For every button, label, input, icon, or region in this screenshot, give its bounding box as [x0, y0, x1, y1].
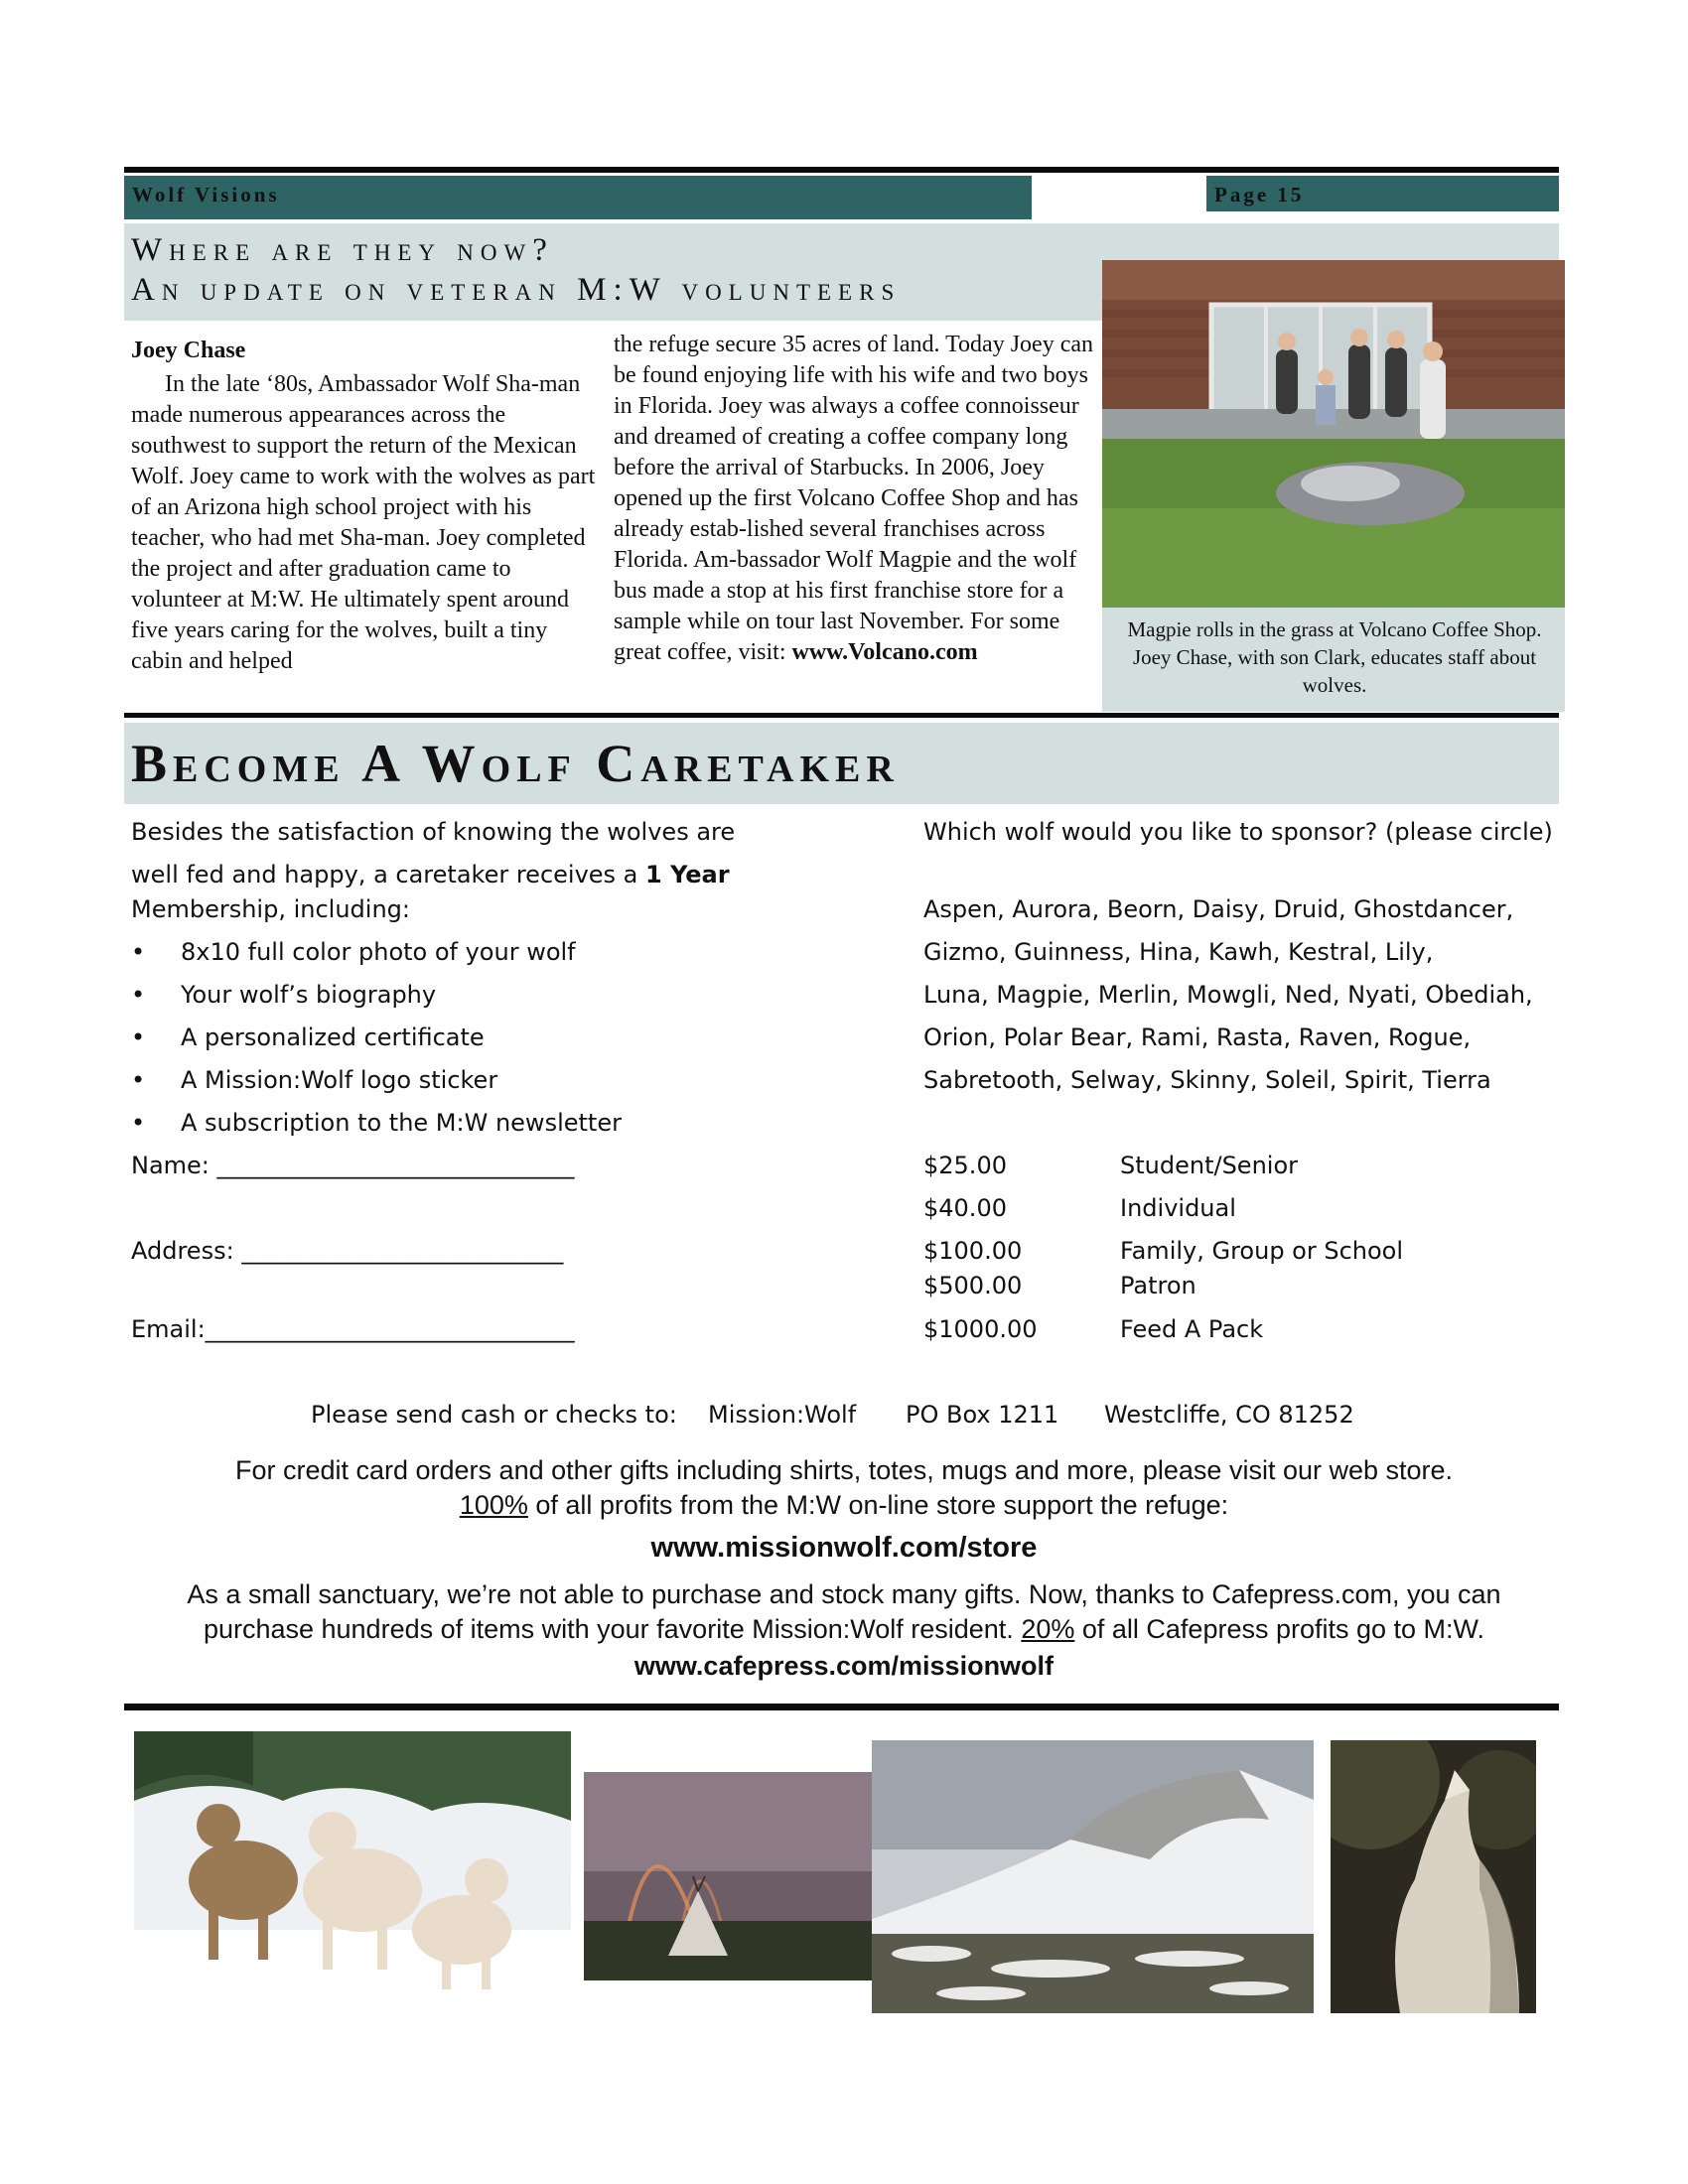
address-blank[interactable]: ___________________________ — [241, 1237, 564, 1265]
wolf-names-line[interactable]: Gizmo, Guinness, Hina, Kawh, Kestral, Lily, — [923, 938, 1434, 966]
level-price: $100.00 — [923, 1237, 1023, 1265]
sponsor-question: Which wolf would you like to sponsor? (please circle) — [923, 818, 1553, 846]
intro-line-1: Besides the satisfaction of knowing the wolves are — [131, 818, 736, 846]
coffee-shop-photo — [1102, 260, 1565, 608]
cafepress-percent: 20% — [1021, 1614, 1075, 1644]
cafepress-line-1: As a small sanctuary, we’re not able to purchase and stock many gifts. Now, thanks to Cafepress.com, you can — [187, 1579, 1501, 1609]
po-box: PO Box 1211 — [906, 1401, 1059, 1429]
store-line-2 — [0, 1490, 1688, 1521]
wolves-in-snow-photo — [134, 1731, 571, 2019]
cafepress-url[interactable]: www.cafepress.com/missionwolf — [633, 1651, 1055, 1681]
header-bar-left — [124, 176, 1032, 219]
cafepress-line-2a: purchase hundreds of items with your favorite Mission:Wolf resident. — [203, 1614, 1014, 1644]
intro-line-2-text: well fed and happy, a caretaker receives a — [131, 861, 638, 888]
photo-caption: Magpie rolls in the grass at Volcano Coffee Shop. Joey Chase, with son Clark, educates staff about wolves. — [1127, 617, 1542, 697]
intro-line-2 — [131, 861, 730, 888]
intro-bold: 1 Year — [645, 861, 730, 888]
store-line-1: For credit card orders and other gifts including shirts, totes, mugs and more, please visit our web store. — [234, 1455, 1454, 1485]
level-price: $1000.00 — [923, 1315, 1038, 1343]
wolf-names-line[interactable]: Sabretooth, Selway, Skinny, Soleil, Spirit, Tierra — [923, 1066, 1491, 1094]
article-col2-text: the refuge secure 35 acres of land. Today Joey can be found enjoying life with his wife and two boys in Florida. Joey was always a coffee connoisseur and dreamed of creating a coffee company long before the arrival of Starbucks. In 2006, Joey opened up the first Volcano Coffee Shop and has already estab-lished several franchises across Florida. Am-bassador Wolf Magpie and the wolf bus made a stop at his first franchise store for a sample while on tour last November. For some great coffee, visit: — [614, 332, 1093, 665]
wolf-names-line[interactable]: Aspen, Aurora, Beorn, Daisy, Druid, Ghostdancer, — [923, 895, 1514, 923]
top-rule — [124, 167, 1559, 173]
name-field[interactable] — [131, 1152, 575, 1179]
article-column-1 — [131, 369, 598, 677]
article-name: Joey Chase — [131, 338, 246, 363]
rainbow-tipi-photo — [584, 1772, 872, 1980]
volcano-link[interactable]: www.Volcano.com — [791, 639, 978, 665]
send-to-label: Please send cash or checks to: — [311, 1401, 677, 1429]
header-bar-right — [1206, 176, 1559, 211]
caretaker-title: Become A Wolf Caretaker — [131, 734, 900, 793]
bullet-text: Your wolf’s biography — [181, 981, 437, 1009]
store-percent: 100% — [459, 1490, 528, 1520]
level-label: Feed A Pack — [1120, 1315, 1264, 1343]
wolf-names-line[interactable]: Orion, Polar Bear, Rami, Rasta, Raven, Rogue, — [923, 1024, 1472, 1051]
page-number: Page 15 — [1214, 183, 1305, 206]
feature-title — [131, 230, 901, 310]
level-price: $25.00 — [923, 1152, 1007, 1179]
city-state-zip: Westcliffe, CO 81252 — [1104, 1401, 1354, 1429]
howling-wolf-photo — [1331, 1740, 1536, 2013]
level-price: $500.00 — [923, 1272, 1023, 1299]
feature-title-line1: Where are they now? — [131, 232, 554, 268]
feature-title-line2: An update on veteran M:W volunteers — [131, 272, 902, 308]
address-field[interactable] — [131, 1237, 563, 1265]
bullet-text: A Mission:Wolf logo sticker — [181, 1066, 498, 1094]
cafepress-line-2 — [0, 1614, 1688, 1645]
address-label: Address: — [131, 1237, 234, 1265]
level-label: Family, Group or School — [1120, 1237, 1404, 1265]
store-line-2-text: of all profits from the M:W on-line store support the refuge: — [527, 1490, 1229, 1520]
email-blank[interactable]: _______________________________ — [205, 1315, 575, 1343]
store-url[interactable]: www.missionwolf.com/store — [650, 1532, 1038, 1564]
org-name: Mission:Wolf — [708, 1401, 857, 1429]
bullet-text: A personalized certificate — [181, 1024, 485, 1051]
level-label: Individual — [1120, 1194, 1236, 1222]
level-price: $40.00 — [923, 1194, 1007, 1222]
bottom-rule — [124, 1704, 1559, 1710]
bullet-text: A subscription to the M:W newsletter — [181, 1109, 622, 1137]
article-col1-text: In the late ‘80s, Ambassador Wolf Sha-man made numerous appearances across the southwest to support the return of the Mexican Wolf. Joey came to work with the wolves as part of an Arizona high school project with his teacher, who had met Sha-man. Joey completed the project and after graduation came to volunteer at M:W. He ultimately spent around five years caring for the wolves, built a tiny cabin and helped — [131, 371, 596, 674]
cafepress-line-2b: of all Cafepress profits go to M:W. — [1074, 1614, 1485, 1644]
level-label: Student/Senior — [1120, 1152, 1298, 1179]
email-field[interactable] — [131, 1315, 575, 1343]
section-rule — [124, 713, 1559, 718]
article-column-2 — [614, 330, 1095, 668]
level-label: Patron — [1120, 1272, 1196, 1299]
snowy-mountain-photo — [872, 1740, 1314, 2013]
wolf-names-line[interactable]: Luna, Magpie, Merlin, Mowgli, Ned, Nyati, Obediah, — [923, 981, 1533, 1009]
name-blank[interactable]: ______________________________ — [216, 1152, 575, 1179]
intro-line-3: Membership, including: — [131, 895, 410, 923]
email-label: Email: — [131, 1315, 206, 1343]
newsletter-name: Wolf Visions — [132, 183, 280, 206]
name-label: Name: — [131, 1152, 210, 1179]
bullet-text: 8x10 full color photo of your wolf — [181, 938, 576, 966]
